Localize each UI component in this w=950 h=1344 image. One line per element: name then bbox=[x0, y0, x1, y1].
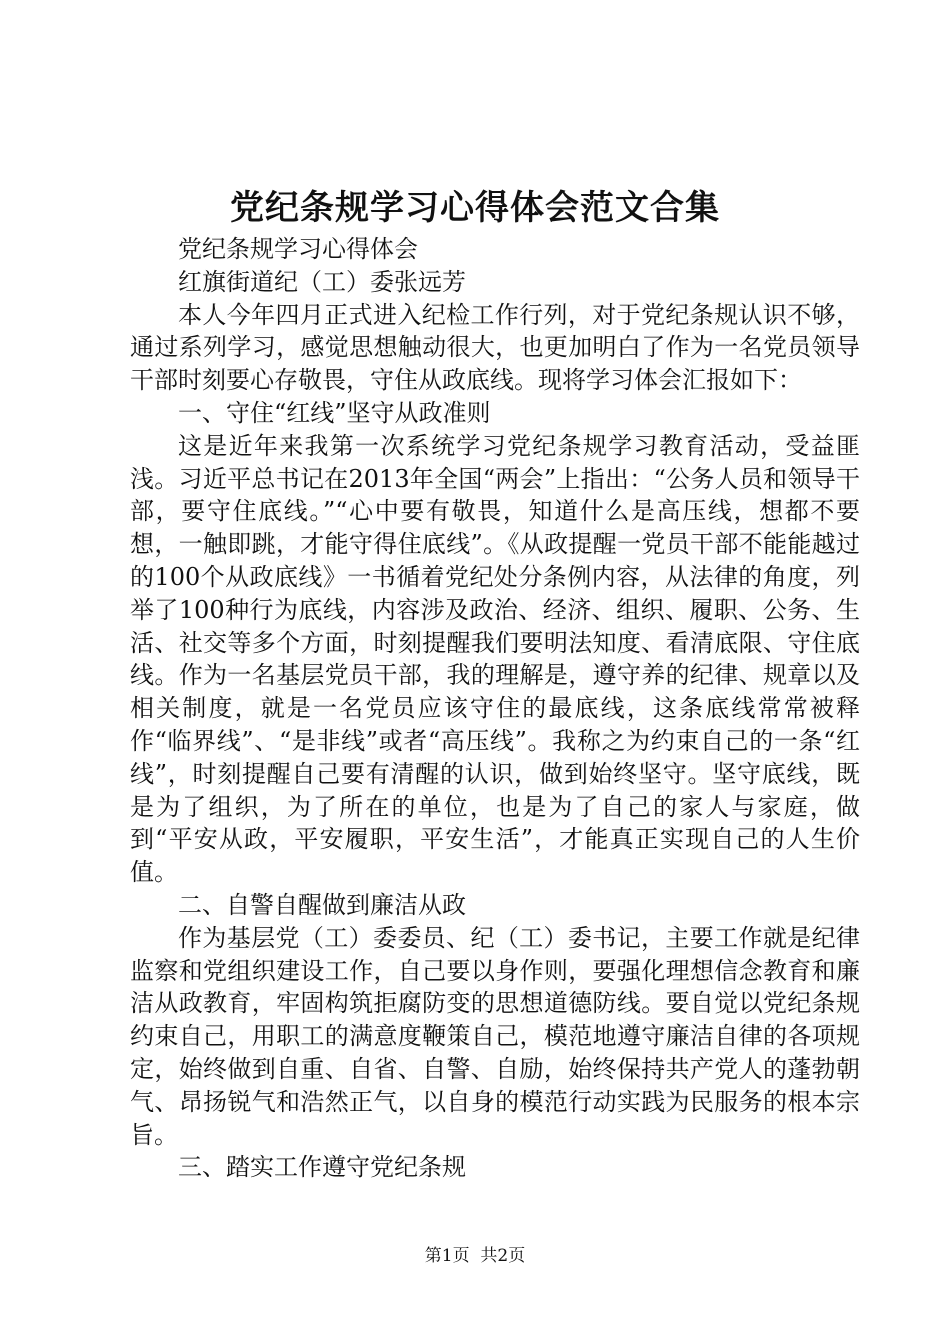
document-title: 党纪条规学习心得体会范文合集 bbox=[230, 188, 720, 228]
document-body bbox=[130, 233, 860, 1184]
section-2-paragraph: 作为基层党（工）委委员、纪（工）委书记，主要工作就是纪律监察和党组织建设工作，自己要以身作则，要强化理想信念教育和廉洁从政教育，牢固构筑拒腐防变的思想道德防线。要自觉以党纪条规约束自己，用职工的满意度鞭策自己，模范地遵守廉洁自律的各项规定，始终做到自重、自省、自警、自励，始终保持共产党人的蓬勃朝气、昂扬锐气和浩然正气，以自身的模范行动实践为民服务的根本宗旨。 bbox=[130, 923, 860, 1149]
subtitle: 党纪条规学习心得体会 bbox=[178, 235, 418, 263]
section-heading-1: 一、守住“红线”坚守从政准则 bbox=[178, 398, 491, 427]
section-heading-2: 二、自警自醒做到廉洁从政 bbox=[178, 890, 466, 919]
section-heading-3: 三、踏实工作遵守党纪条规 bbox=[178, 1153, 466, 1182]
page-number-footer: 第1页 共2页 bbox=[424, 1246, 526, 1266]
section-1-paragraph: 这是近年来我第一次系统学习党纪条规学习教育活动，受益匪浅。习近平总书记在2013年全国“两会”上指出：“公务人员和领导干部，要守住底线。”“心中要有敬畏，知道什么是高压线，想都不要想，一触即跳，才能守得住底线”。《从政提醒一党员干部不能能越过的100个从政底线》一书循着党纪处分条例内容，从法律的角度，列举了100种行为底线，内容涉及政治、经济、组织、履职、公务、生活、社交等多个方面，时刻提醒我们要明法知度、看清底限、守住底线。作为一名基层党员干部，我的理解是，遵守养的纪律、规章以及相关制度，就是一名党员应该守住的最底线，这条底线常常被释作“临界线”、“是非线”或者“高压线”。我称之为约束自己的一条“红线”，时刻提醒自己要有清醒的认识，做到始终坚守。坚守底线，既是为了组织，为了所在的单位，也是为了自己的家人与家庭，做到“平安从政，平安履职，平安生活”，才能真正实现自己的人生价值。 bbox=[130, 431, 860, 887]
intro-paragraph: 本人今年四月正式进入纪检工作行列，对于党纪条规认识不够，通过系列学习，感觉思想触动很大，也更加明白了作为一名党员领导干部时刻要心存敬畏，守住从政底线。现将学习体会汇报如下： bbox=[130, 300, 860, 395]
author-line: 红旗街道纪（工）委张远芳 bbox=[178, 267, 466, 296]
